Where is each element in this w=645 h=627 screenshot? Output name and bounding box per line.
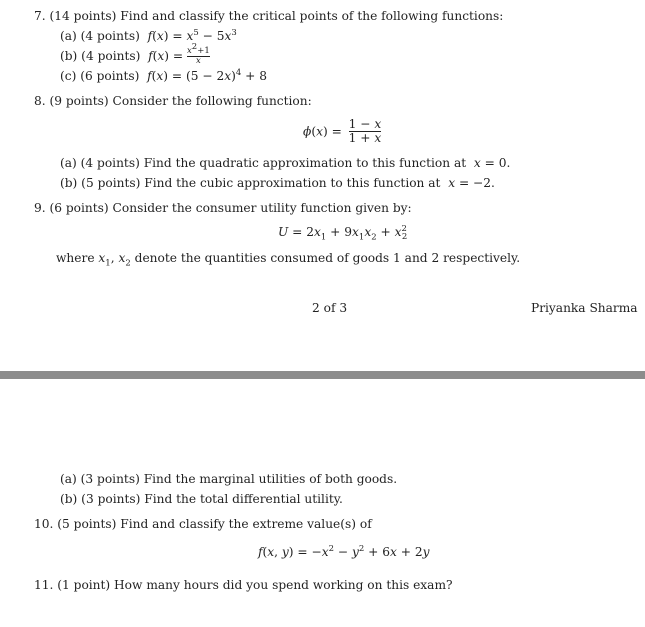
- q7-b-label: (b) (4 points): [60, 48, 141, 63]
- q11-header: 11. (1 point) How many hours did you spend working on this exam?: [34, 578, 453, 592]
- q7-a-formula: $f(x) = x^5 - 5x^3$: [147, 27, 237, 43]
- q9-header: 9. (6 points) Consider the consumer utility function given by:: [34, 201, 412, 215]
- q8-b-text: (b) (5 points) Find the cubic approximation to this function at: [60, 176, 441, 190]
- q9-part-b: (b) (3 points) Find the total differential utility.: [60, 492, 343, 506]
- q8-b-point: x = −2.: [448, 176, 495, 190]
- q8-fraction: $\frac{1 - x}{1 + x}$: [348, 117, 382, 145]
- q9-where-vars: $x_1$, $x_2$: [98, 251, 131, 269]
- author-name: Priyanka Sharma: [531, 301, 638, 315]
- q9-where-prefix: where: [56, 251, 95, 265]
- q8-a-point: x = 0.: [473, 156, 511, 170]
- q7-part-a: [60, 29, 237, 43]
- q7-part-b: [60, 42, 210, 66]
- page-number: 2 of 3: [312, 301, 348, 315]
- q7-c-label: (c) (6 points): [60, 69, 140, 83]
- q8-header: 8. (9 points) Consider the following function:: [34, 94, 312, 108]
- q9-formula: $U = 2x_1 + 9x_1x_2 + x^2_2$: [278, 223, 408, 243]
- q7-c-formula: $f(x) = (5 - 2x)^4 + 8$: [147, 67, 268, 83]
- q8-formula: ϕ(x) = $\frac{1 - x}{1 + x}$: [303, 117, 382, 145]
- q7-part-c: [60, 69, 267, 83]
- q8-part-a: [60, 156, 510, 170]
- page-separator: [0, 371, 645, 379]
- q8-a-text: (a) (4 points) Find the quadratic approximation to this function at: [60, 156, 467, 170]
- q10-formula: f(x, $y) = -x^2 - y^2 + 6x + 2y$: [258, 543, 430, 559]
- q7-b-fraction: $\frac{x^2+1}{x}$: [187, 42, 210, 66]
- q9-where-suffix: denote the quantities consumed of goods 1 and 2 respectively.: [134, 251, 521, 265]
- q7-b-formula: f(x) = $\frac{x^2+1}{x}$: [148, 42, 210, 66]
- q9-part-a: (a) (3 points) Find the marginal utilities of both goods.: [60, 472, 398, 486]
- q7-header: 7. (14 points) Find and classify the critical points of the following functions:: [34, 9, 504, 23]
- q9-where-line: [56, 251, 521, 269]
- q10-header: 10. (5 points) Find and classify the extreme value(s) of: [34, 517, 372, 531]
- q8-part-b: [60, 176, 495, 190]
- q7-a-label: (a) (4 points): [60, 29, 140, 43]
